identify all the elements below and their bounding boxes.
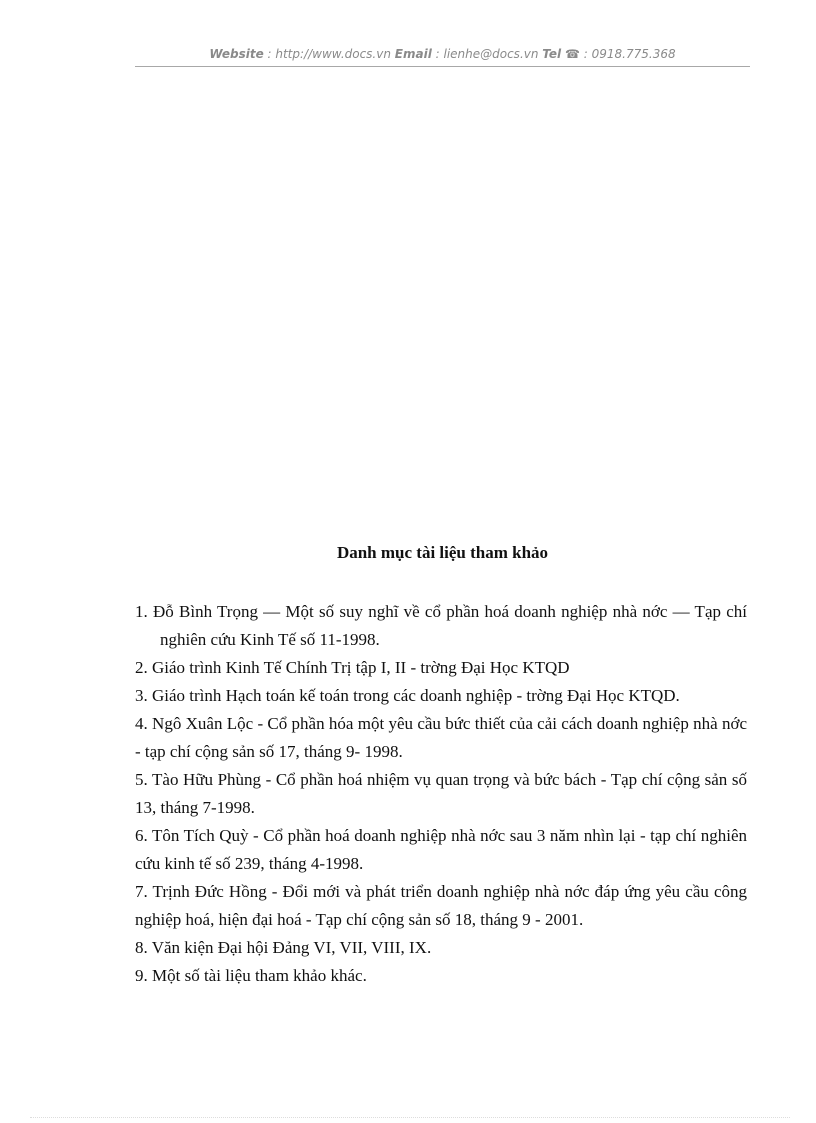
tel-label: Tel	[542, 47, 562, 61]
reference-item-9: 9. Một số tài liệu tham khảo khác.	[135, 966, 367, 985]
website-label: Website	[209, 47, 264, 61]
reference-item-6: 6. Tôn Tích Quỳ - Cổ phần hoá doanh nghiệp nhà nớc sau 3 năm nhìn lại - tạp chí nghiên cứu kinh tế số 239, tháng 4-1998.	[135, 826, 747, 873]
reference-item-1: 1. Đỗ Bình Trọng — Một số suy nghĩ về cổ phần hoá doanh nghiệp nhà nớc — Tạp chí nghiên cứu Kinh Tế số 11-1998.	[135, 602, 747, 649]
reference-list	[135, 598, 747, 990]
reference-item-3: 3. Giáo trình Hạch toán kế toán trong các doanh nghiệp - trờng Đại Học KTQD.	[135, 686, 680, 705]
email-value: : lienhe@docs.vn	[431, 47, 543, 61]
page-title: Danh mục tài liệu tham khảo	[336, 543, 549, 562]
page-header	[135, 47, 750, 67]
reference-item-8: 8. Văn kiện Đại hội Đảng VI, VII, VIII, IX.	[135, 938, 432, 957]
reference-item-7: 7. Trịnh Đức Hồng - Đổi mới và phát triển doanh nghiệp nhà nớc đáp ứng yêu cầu công nghiệp hoá, hiện đại hoá - Tạp chí cộng sản số 18, tháng 9 - 2001.	[135, 882, 747, 929]
footer-divider	[30, 1117, 790, 1118]
website-value: : http://www.docs.vn	[263, 47, 395, 61]
header-divider	[135, 66, 750, 67]
phone-icon: ☎	[565, 47, 580, 61]
reference-item-4: 4. Ngô Xuân Lộc - Cổ phần hóa một yêu cầu bức thiết của cải cách doanh nghiệp nhà nớc - tạp chí cộng sản số 17, tháng 9- 1998.	[135, 714, 747, 761]
tel-value: : 0918.775.368	[579, 47, 676, 61]
email-label: Email	[394, 47, 432, 61]
reference-item-2: 2. Giáo trình Kinh Tế Chính Trị tập I, II - trờng Đại Học KTQD	[135, 658, 570, 677]
reference-item-5: 5. Tào Hữu Phùng - Cổ phần hoá nhiệm vụ quan trọng và bức bách - Tạp chí cộng sản số 13, tháng 7-1998.	[135, 770, 747, 817]
